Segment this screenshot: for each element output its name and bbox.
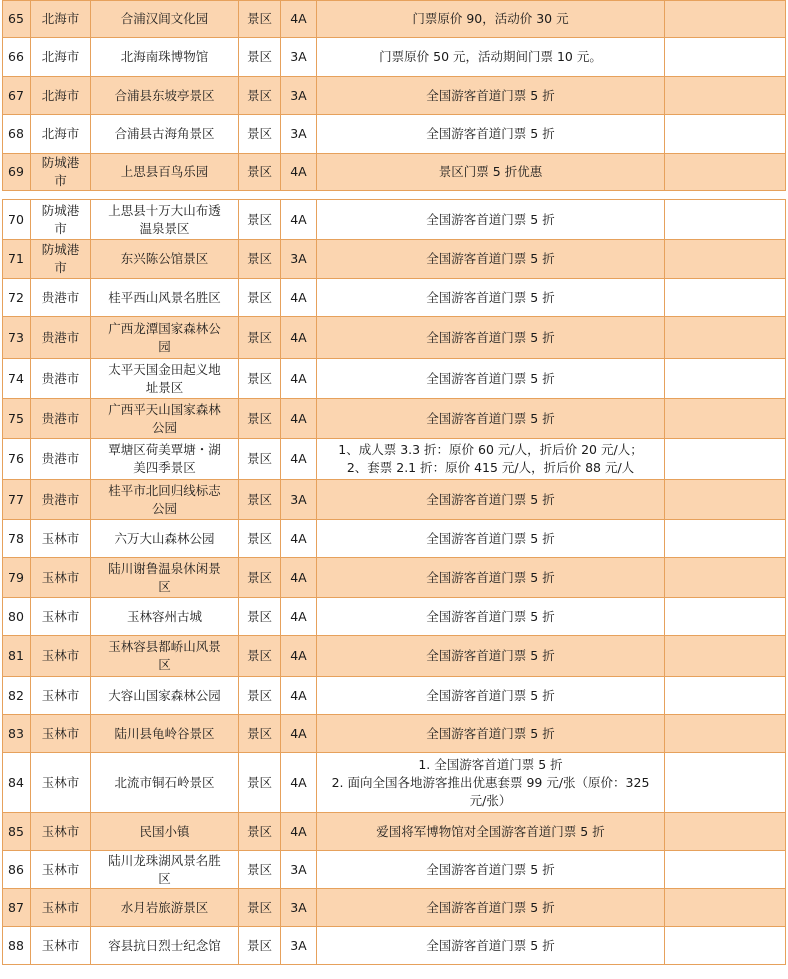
cell-no: 65 xyxy=(3,1,31,38)
cell-type: 景区 xyxy=(239,359,281,399)
cell-no: 76 xyxy=(3,439,31,480)
cell-note xyxy=(665,636,786,677)
cell-offer: 全国游客首道门票 5 折 xyxy=(317,77,665,115)
table-row xyxy=(3,399,786,439)
cell-offer: 全国游客首道门票 5 折 xyxy=(317,558,665,598)
cell-name: 太平天国金田起义地 址景区 xyxy=(91,359,239,399)
cell-offer: 全国游客首道门票 5 折 xyxy=(317,240,665,279)
cell-note xyxy=(665,715,786,753)
cell-city: 北海市 xyxy=(31,115,91,154)
cell-note xyxy=(665,77,786,115)
page-break xyxy=(0,191,788,199)
cell-offer: 全国游客首道门票 5 折 xyxy=(317,851,665,889)
cell-type: 景区 xyxy=(239,889,281,927)
cell-grade: 4A xyxy=(281,279,317,317)
cell-offer: 全国游客首道门票 5 折 xyxy=(317,715,665,753)
cell-note xyxy=(665,399,786,439)
cell-grade: 3A xyxy=(281,240,317,279)
cell-city: 玉林市 xyxy=(31,889,91,927)
cell-type: 景区 xyxy=(239,38,281,77)
cell-offer: 门票原价 90，活动价 30 元 xyxy=(317,1,665,38)
cell-no: 87 xyxy=(3,889,31,927)
cell-type: 景区 xyxy=(239,813,281,851)
cell-offer: 全国游客首道门票 5 折 xyxy=(317,889,665,927)
cell-no: 67 xyxy=(3,77,31,115)
cell-name: 大容山国家森林公园 xyxy=(91,677,239,715)
cell-note xyxy=(665,851,786,889)
cell-name: 陆川谢鲁温泉休闲景 区 xyxy=(91,558,239,598)
cell-no: 69 xyxy=(3,154,31,191)
cell-note xyxy=(665,480,786,520)
table-row xyxy=(3,317,786,359)
cell-city: 玉林市 xyxy=(31,813,91,851)
cell-offer: 全国游客首道门票 5 折 xyxy=(317,598,665,636)
cell-city: 玉林市 xyxy=(31,558,91,598)
cell-offer: 全国游客首道门票 5 折 xyxy=(317,399,665,439)
cell-name: 合浦县东坡亭景区 xyxy=(91,77,239,115)
cell-name: 北海南珠博物馆 xyxy=(91,38,239,77)
cell-type: 景区 xyxy=(239,154,281,191)
cell-grade: 3A xyxy=(281,115,317,154)
table-row xyxy=(3,677,786,715)
cell-no: 66 xyxy=(3,38,31,77)
cell-no: 70 xyxy=(3,200,31,240)
cell-no: 73 xyxy=(3,317,31,359)
cell-name: 玉林容州古城 xyxy=(91,598,239,636)
cell-name: 桂平市北回归线标志 公园 xyxy=(91,480,239,520)
cell-type: 景区 xyxy=(239,851,281,889)
cell-offer: 全国游客首道门票 5 折 xyxy=(317,927,665,965)
cell-city: 北海市 xyxy=(31,77,91,115)
cell-no: 88 xyxy=(3,927,31,965)
table-row xyxy=(3,115,786,154)
cell-note xyxy=(665,753,786,813)
cell-offer: 全国游客首道门票 5 折 xyxy=(317,636,665,677)
cell-name: 东兴陈公馆景区 xyxy=(91,240,239,279)
cell-offer: 全国游客首道门票 5 折 xyxy=(317,200,665,240)
cell-city: 贵港市 xyxy=(31,480,91,520)
cell-no: 78 xyxy=(3,520,31,558)
cell-no: 75 xyxy=(3,399,31,439)
cell-no: 72 xyxy=(3,279,31,317)
cell-note xyxy=(665,154,786,191)
cell-no: 82 xyxy=(3,677,31,715)
cell-type: 景区 xyxy=(239,240,281,279)
table-row xyxy=(3,558,786,598)
cell-city: 玉林市 xyxy=(31,851,91,889)
cell-note xyxy=(665,813,786,851)
cell-grade: 4A xyxy=(281,520,317,558)
table-row xyxy=(3,154,786,191)
cell-city: 玉林市 xyxy=(31,677,91,715)
cell-type: 景区 xyxy=(239,200,281,240)
cell-grade: 4A xyxy=(281,636,317,677)
cell-city: 防城港 市 xyxy=(31,154,91,191)
cell-type: 景区 xyxy=(239,317,281,359)
cell-city: 贵港市 xyxy=(31,317,91,359)
cell-grade: 4A xyxy=(281,677,317,715)
cell-no: 86 xyxy=(3,851,31,889)
cell-name: 合浦县古海角景区 xyxy=(91,115,239,154)
cell-type: 景区 xyxy=(239,279,281,317)
cell-name: 容县抗日烈士纪念馆 xyxy=(91,927,239,965)
cell-type: 景区 xyxy=(239,77,281,115)
cell-grade: 4A xyxy=(281,715,317,753)
cell-grade: 4A xyxy=(281,558,317,598)
cell-type: 景区 xyxy=(239,927,281,965)
cell-offer: 1、成人票 3.3 折：原价 60 元/人，折后价 20 元/人； 2、套票 2.1 折：原价 415 元/人，折后价 88 元/人 xyxy=(317,439,665,480)
cell-city: 防城港 市 xyxy=(31,240,91,279)
cell-type: 景区 xyxy=(239,558,281,598)
cell-offer: 景区门票 5 折优惠 xyxy=(317,154,665,191)
cell-name: 玉林容县都峤山风景 区 xyxy=(91,636,239,677)
cell-note xyxy=(665,927,786,965)
table-row xyxy=(3,851,786,889)
cell-no: 85 xyxy=(3,813,31,851)
cell-note xyxy=(665,889,786,927)
cell-note xyxy=(665,38,786,77)
cell-city: 北海市 xyxy=(31,38,91,77)
table-row xyxy=(3,439,786,480)
cell-grade: 4A xyxy=(281,1,317,38)
cell-offer: 全国游客首道门票 5 折 xyxy=(317,480,665,520)
cell-type: 景区 xyxy=(239,480,281,520)
cell-grade: 4A xyxy=(281,200,317,240)
cell-city: 贵港市 xyxy=(31,279,91,317)
cell-no: 80 xyxy=(3,598,31,636)
cell-city: 贵港市 xyxy=(31,439,91,480)
table-row xyxy=(3,1,786,38)
cell-grade: 4A xyxy=(281,439,317,480)
cell-offer: 全国游客首道门票 5 折 xyxy=(317,279,665,317)
cell-note xyxy=(665,317,786,359)
cell-note xyxy=(665,115,786,154)
cell-type: 景区 xyxy=(239,1,281,38)
cell-offer: 全国游客首道门票 5 折 xyxy=(317,677,665,715)
cell-note xyxy=(665,558,786,598)
cell-no: 71 xyxy=(3,240,31,279)
cell-note xyxy=(665,279,786,317)
cell-grade: 3A xyxy=(281,851,317,889)
cell-note xyxy=(665,598,786,636)
cell-grade: 4A xyxy=(281,399,317,439)
table-row xyxy=(3,359,786,399)
cell-type: 景区 xyxy=(239,598,281,636)
cell-offer: 全国游客首道门票 5 折 xyxy=(317,359,665,399)
cell-grade: 4A xyxy=(281,359,317,399)
cell-city: 贵港市 xyxy=(31,359,91,399)
cell-note xyxy=(665,677,786,715)
cell-no: 77 xyxy=(3,480,31,520)
cell-note xyxy=(665,240,786,279)
cell-note xyxy=(665,520,786,558)
table-row xyxy=(3,813,786,851)
cell-city: 北海市 xyxy=(31,1,91,38)
cell-name: 民国小镇 xyxy=(91,813,239,851)
cell-type: 景区 xyxy=(239,520,281,558)
cell-type: 景区 xyxy=(239,677,281,715)
scenic-table-part2 xyxy=(2,199,786,965)
table-row xyxy=(3,200,786,240)
cell-name: 上思县十万大山布透 温泉景区 xyxy=(91,200,239,240)
cell-offer: 全国游客首道门票 5 折 xyxy=(317,317,665,359)
cell-offer: 1. 全国游客首道门票 5 折 2. 面向全国各地游客推出优惠套票 99 元/张（原价：325 元/张） xyxy=(317,753,665,813)
table-row xyxy=(3,520,786,558)
table-row xyxy=(3,77,786,115)
cell-name: 水月岩旅游景区 xyxy=(91,889,239,927)
cell-type: 景区 xyxy=(239,753,281,813)
table-row xyxy=(3,636,786,677)
cell-note xyxy=(665,200,786,240)
table-row xyxy=(3,279,786,317)
cell-grade: 3A xyxy=(281,38,317,77)
table-row xyxy=(3,889,786,927)
cell-name: 广西龙潭国家森林公 园 xyxy=(91,317,239,359)
cell-grade: 3A xyxy=(281,889,317,927)
cell-city: 玉林市 xyxy=(31,520,91,558)
cell-grade: 4A xyxy=(281,813,317,851)
cell-city: 玉林市 xyxy=(31,598,91,636)
cell-grade: 4A xyxy=(281,598,317,636)
cell-offer: 门票原价 50 元，活动期间门票 10 元。 xyxy=(317,38,665,77)
cell-name: 桂平西山风景名胜区 xyxy=(91,279,239,317)
table-row xyxy=(3,927,786,965)
cell-grade: 4A xyxy=(281,317,317,359)
cell-name: 广西平天山国家森林 公园 xyxy=(91,399,239,439)
cell-name: 合浦汉闾文化园 xyxy=(91,1,239,38)
cell-name: 陆川县龟岭谷景区 xyxy=(91,715,239,753)
cell-grade: 4A xyxy=(281,154,317,191)
cell-grade: 4A xyxy=(281,753,317,813)
cell-type: 景区 xyxy=(239,636,281,677)
cell-city: 玉林市 xyxy=(31,753,91,813)
cell-grade: 3A xyxy=(281,480,317,520)
cell-no: 79 xyxy=(3,558,31,598)
cell-city: 防城港 市 xyxy=(31,200,91,240)
cell-offer: 全国游客首道门票 5 折 xyxy=(317,520,665,558)
cell-offer: 爱国将军博物馆对全国游客首道门票 5 折 xyxy=(317,813,665,851)
cell-note xyxy=(665,439,786,480)
table-row xyxy=(3,240,786,279)
cell-grade: 3A xyxy=(281,927,317,965)
cell-city: 玉林市 xyxy=(31,636,91,677)
cell-city: 玉林市 xyxy=(31,927,91,965)
cell-type: 景区 xyxy=(239,399,281,439)
table-row xyxy=(3,38,786,77)
cell-city: 玉林市 xyxy=(31,715,91,753)
table-row xyxy=(3,715,786,753)
cell-offer: 全国游客首道门票 5 折 xyxy=(317,115,665,154)
cell-no: 84 xyxy=(3,753,31,813)
cell-name: 陆川龙珠湖风景名胜 区 xyxy=(91,851,239,889)
cell-note xyxy=(665,359,786,399)
cell-type: 景区 xyxy=(239,115,281,154)
cell-name: 六万大山森林公园 xyxy=(91,520,239,558)
cell-name: 覃塘区荷美覃塘・湖 美四季景区 xyxy=(91,439,239,480)
table-row xyxy=(3,480,786,520)
cell-grade: 3A xyxy=(281,77,317,115)
cell-note xyxy=(665,1,786,38)
cell-city: 贵港市 xyxy=(31,399,91,439)
cell-no: 68 xyxy=(3,115,31,154)
cell-no: 74 xyxy=(3,359,31,399)
table-row xyxy=(3,753,786,813)
cell-type: 景区 xyxy=(239,715,281,753)
cell-name: 上思县百鸟乐园 xyxy=(91,154,239,191)
scenic-table-part1 xyxy=(2,0,786,191)
cell-no: 83 xyxy=(3,715,31,753)
cell-type: 景区 xyxy=(239,439,281,480)
table-row xyxy=(3,598,786,636)
cell-name: 北流市铜石岭景区 xyxy=(91,753,239,813)
cell-no: 81 xyxy=(3,636,31,677)
